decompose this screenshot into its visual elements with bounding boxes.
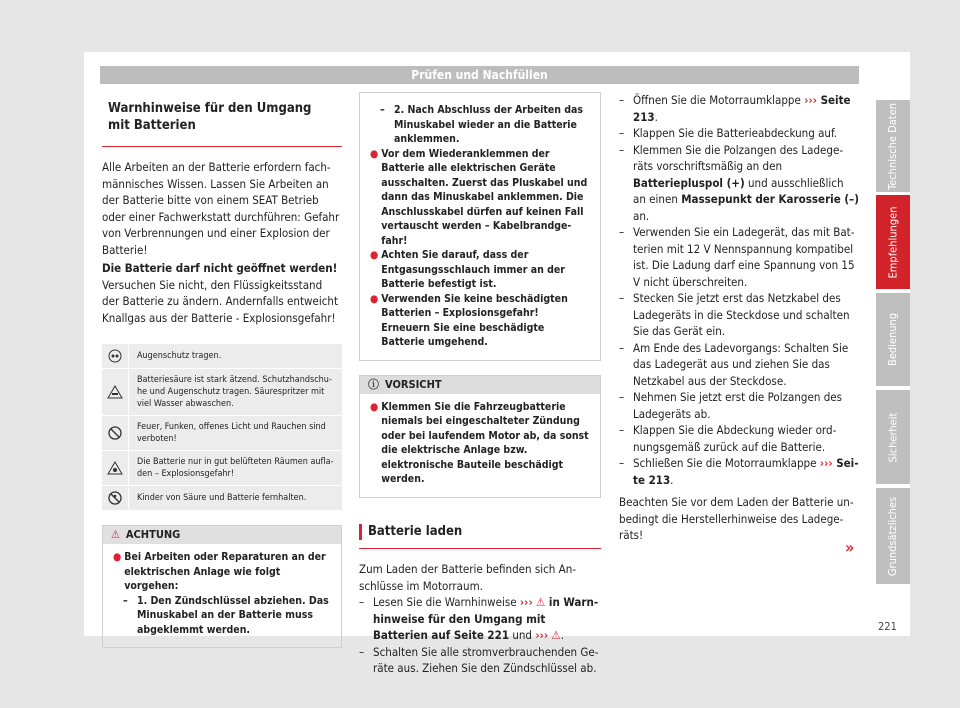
bold-lead: Die Batterie darf nicht geöffnet werden! xyxy=(102,261,338,275)
section-heading-text: Batterie laden xyxy=(368,523,463,539)
tab-label: Bedienung xyxy=(886,312,900,367)
warning-bullet-text: Achten Sie darauf, dass der Entgasungsschlauch immer an der Batterie befestigt ist. xyxy=(381,249,565,290)
instruction-item: – Verwenden Sie ein Ladegerät, das mit Batterien mit 12 V Nennspannung kompatibel ist. Die Ladung darf eine Spannung von 15 V nicht überschreiten. xyxy=(619,224,859,290)
tab-label: Empfehlungen xyxy=(886,206,900,278)
symbol-text: Batteriesäure ist stark ätzend. Schutzhandschuhe und Augenschutz tragen. Säurespritzer mit viel Wasser abwaschen. xyxy=(128,369,342,415)
section-title: Warnhinweise für den Umgang mit Batterien xyxy=(108,101,312,133)
warning-bullet-text: Bei Arbeiten oder Reparaturen an der elektrischen Anlage wie folgt vorgehen: xyxy=(124,551,326,592)
instruction-part: Öffnen Sie die Motorraumklappe xyxy=(633,93,801,107)
warning-triangle-icon: ⚠ xyxy=(111,528,120,541)
bullet-icon: ● xyxy=(370,147,379,160)
heading-marker xyxy=(359,524,362,540)
instruction-text: Schalten Sie alle stromverbrauchenden Geräte aus. Ziehen Sie den Zündschlüssel ab. xyxy=(373,644,599,675)
instruction-text: Schließen Sie die Motorraumklappe ››› Seite 213. xyxy=(633,456,859,487)
instruction-text xyxy=(633,142,859,225)
instruction-text: Am Ende des Ladevorgangs: Schalten Sie das Ladegerät aus und ziehen Sie das Netzkabel aus der Steckdose. xyxy=(633,340,849,388)
arrow-icon[interactable]: ››› xyxy=(519,595,533,609)
corrosive-icon xyxy=(102,380,128,404)
symbol-text: Feuer, Funken, offenes Licht und Rauchen sind verboten! xyxy=(128,416,342,450)
instruction-part: Klemmen Sie die Polzangen des Ladegeräts vorschriftsmäßig an den xyxy=(633,142,844,173)
instruction-item: – Stecken Sie jetzt erst das Netzkabel des Ladegeräts in die Steckdose und schalten Sie das Gerät ein. xyxy=(619,290,859,340)
symbol-text: Augenschutz tragen. xyxy=(128,345,342,367)
symbol-table xyxy=(102,344,342,511)
no-fire-icon xyxy=(102,421,128,445)
caution-header xyxy=(360,376,600,394)
symbol-text: Kinder von Säure und Batterie fernhalten. xyxy=(128,487,342,509)
section-heading xyxy=(359,524,601,541)
warning-box xyxy=(102,525,342,648)
warning-bullet-text: Verwenden Sie keine beschädigten Batterien – Explosionsgefahr! Erneuern Sie eine beschädigte Batterie umgehend. xyxy=(381,292,568,348)
symbol-row xyxy=(102,486,342,511)
warning-body xyxy=(103,544,341,647)
open-warning-paragraph xyxy=(102,260,342,326)
caution-text: Klemmen Sie die Fahrzeugbatterie niemals bei eingeschalteter Zündung oder bei laufendem Motor ab, da sonst die elektrische Anlage bzw. elektronische Bauteile beschädigt werden. xyxy=(381,400,589,485)
instruction-text: Verwenden Sie ein Ladegerät, das mit Batterien mit 12 V Nennspannung kompatibel ist. Die Ladung darf eine Spannung von 15 V nicht überschreiten. xyxy=(633,225,855,289)
tab-label: Technische Daten xyxy=(886,102,900,190)
reference-link[interactable]: in Warnhinweise für den Umgang mit Batterien auf Seite 221 xyxy=(373,595,599,642)
instruction-item: – Klappen Sie die Abdeckung wieder ordnungsgemäß zurück auf die Batterie. xyxy=(619,422,859,455)
instruction-bold: Massepunkt der Karosserie (–) xyxy=(681,192,859,206)
warning-label: ACHTUNG xyxy=(125,528,181,541)
instruction-text: Lesen Sie die Warnhinweise ››› ⚠ in Warnhinweise für den Umgang mit Batterien auf Seite 221 und ››› ⚠. xyxy=(373,595,599,642)
closing-paragraph: Beachten Sie vor dem Laden der Batterie unbedingt die Herstellerhinweise des Ladegeräts! xyxy=(619,495,854,542)
instruction-item: – Nehmen Sie jetzt erst die Polzangen des Ladegeräts ab. xyxy=(619,389,859,422)
page-number: 221 xyxy=(878,620,897,633)
instruction-text: Klappen Sie die Abdeckung wieder ordnungsgemäß zurück auf die Batterie. xyxy=(633,423,837,454)
caution-label: VORSICHT xyxy=(385,377,442,391)
caution-box xyxy=(359,375,601,498)
column-right xyxy=(619,92,859,544)
instruction-text: Stecken Sie jetzt erst das Netzkabel des Ladegeräts in die Steckdose und schalten Sie das Gerät ein. xyxy=(633,291,850,338)
bullet-icon: ● xyxy=(370,292,379,305)
paragraph-rest: Versuchen Sie nicht, den Flüssigkeitsstand der Batterie zu ändern. Andernfalls entweicht Knallgas aus der Batterie - Explosionsgefahr! xyxy=(102,277,339,325)
instruction-part: und xyxy=(509,628,533,642)
symbol-row xyxy=(102,344,342,369)
warning-bullet xyxy=(370,248,590,292)
column-middle xyxy=(359,92,601,677)
info-icon: ⓘ xyxy=(368,377,379,391)
tab-label: Sicherheit xyxy=(886,412,900,462)
divider xyxy=(359,548,601,549)
warning-triangle-icon[interactable]: ⚠ xyxy=(551,628,561,642)
keep-from-children-icon xyxy=(102,486,128,510)
arrow-icon[interactable]: ››› xyxy=(804,93,817,107)
warning-header xyxy=(103,526,341,544)
instruction-text: Klappen Sie die Batterieabdeckung auf. xyxy=(633,126,838,140)
tab-grundsaetzliches[interactable] xyxy=(876,488,910,584)
arrow-icon[interactable]: ››› xyxy=(535,628,549,642)
instruction-part: und ausschließlich an einen xyxy=(633,175,844,206)
instruction-item: – Öffnen Sie die Motorraumklappe ››› Seite 213. xyxy=(619,92,859,125)
instruction-item: – Klappen Sie die Batterieabdeckung auf. xyxy=(619,126,838,140)
instruction-part: an. xyxy=(633,208,650,223)
tab-bedienung[interactable] xyxy=(876,293,910,386)
warning-step: – 2. Nach Abschluss der Arbeiten das Minuskabel wieder an die Batterie anklemmen. xyxy=(380,103,590,147)
warning-bullet-text: Vor dem Wiederanklemmen der Batterie alle elektrischen Geräte ausschalten. Zuerst das Pluskabel und dann das Minuskabel anklemmen. Die Anschlusskabel dürfen auf keinen Fall vertauscht werden – Kabelbrandgefahr! xyxy=(381,147,588,247)
warning-step: – 1. Den Zündschlüssel abziehen. Das Minuskabel an der Batterie muss abgeklemmt werden. xyxy=(123,594,331,638)
instruction-item: – Schließen Sie die Motorraumklappe ››› Seite 213. xyxy=(619,456,859,487)
symbol-text: Die Batterie nur in gut belüfteten Räumen aufladen – Explosionsgefahr! xyxy=(128,451,342,485)
explosive-icon xyxy=(102,456,128,480)
arrow-icon[interactable]: ››› xyxy=(819,456,833,470)
bullet-icon: ● xyxy=(370,400,379,413)
warning-bullet xyxy=(370,292,590,350)
warning-bullet xyxy=(370,147,590,249)
instruction-item: – Klemmen Sie die Polzangen des Ladegeräts vorschriftsmäßig an den Batteriepluspol (+) und ausschließlich an einen Massepunkt der Karosserie (–) an. xyxy=(619,142,859,223)
warning-box-continued xyxy=(359,92,601,361)
caution-body xyxy=(360,394,600,497)
page-header: Prüfen und Nachfüllen xyxy=(100,66,859,84)
laden-intro: Zum Laden der Batterie befinden sich Anschlüsse im Motorraum. xyxy=(359,562,577,593)
intro-paragraph: Alle Arbeiten an der Batterie erfordern fachmännisches Wissen. Lassen Sie Arbeiten an der Batterie bitte von einem SEAT Betrieb oder einer Fachwerkstatt durchführen: Gefahr von Verbrennungen und einer Explosion der Batterie! xyxy=(102,160,340,257)
warning-body xyxy=(360,93,600,360)
instruction-item: – Lesen Sie die Warnhinweise ››› ⚠ in Warnhinweise für den Umgang mit Batterien auf Seite 221 und ››› ⚠. xyxy=(359,594,601,644)
symbol-row xyxy=(102,451,342,486)
warning-step-text: 1. Den Zündschlüssel abziehen. Das Minuskabel an der Batterie muss abgeklemmt werden. xyxy=(137,594,329,636)
instruction-text: Nehmen Sie jetzt erst die Polzangen des Ladegeräts ab. xyxy=(633,390,843,421)
divider xyxy=(102,146,342,147)
bullet-icon: ● xyxy=(113,551,122,563)
warning-step-text: 2. Nach Abschluss der Arbeiten das Minuskabel wieder an die Batterie anklemmen. xyxy=(394,104,584,145)
instruction-part: Lesen Sie die Warnhinweise xyxy=(373,595,517,609)
tab-technische-daten[interactable] xyxy=(876,100,910,192)
continue-arrow-icon: » xyxy=(845,538,855,557)
tab-label: Grundsätzliches xyxy=(886,496,900,576)
instruction-text: Öffnen Sie die Motorraumklappe ››› Seite 213. xyxy=(633,93,851,124)
instruction-item: – Schalten Sie alle stromverbrauchenden Geräte aus. Ziehen Sie den Zündschlüssel ab. xyxy=(359,644,601,677)
symbol-row xyxy=(102,416,342,451)
caution-bullet xyxy=(370,400,590,487)
warning-triangle-icon[interactable]: ⚠ xyxy=(536,595,546,609)
reference-link[interactable]: Seite 213 xyxy=(633,93,851,124)
tab-sicherheit[interactable] xyxy=(876,390,910,484)
bullet-icon: ● xyxy=(370,249,379,261)
instruction-bold: Batteriepluspol (+) xyxy=(633,175,745,190)
symbol-row xyxy=(102,369,342,416)
column-left xyxy=(102,92,342,648)
instruction-part: Schließen Sie die Motorraumklappe xyxy=(633,456,817,470)
reference-link[interactable]: Seite 213 xyxy=(633,456,859,487)
warning-bullet xyxy=(113,550,331,594)
eye-protection-icon xyxy=(102,344,128,368)
tab-empfehlungen[interactable] xyxy=(876,195,910,289)
instruction-item: – Am Ende des Ladevorgangs: Schalten Sie das Ladegerät aus und ziehen Sie das Netzkabel aus der Steckdose. xyxy=(619,340,859,390)
